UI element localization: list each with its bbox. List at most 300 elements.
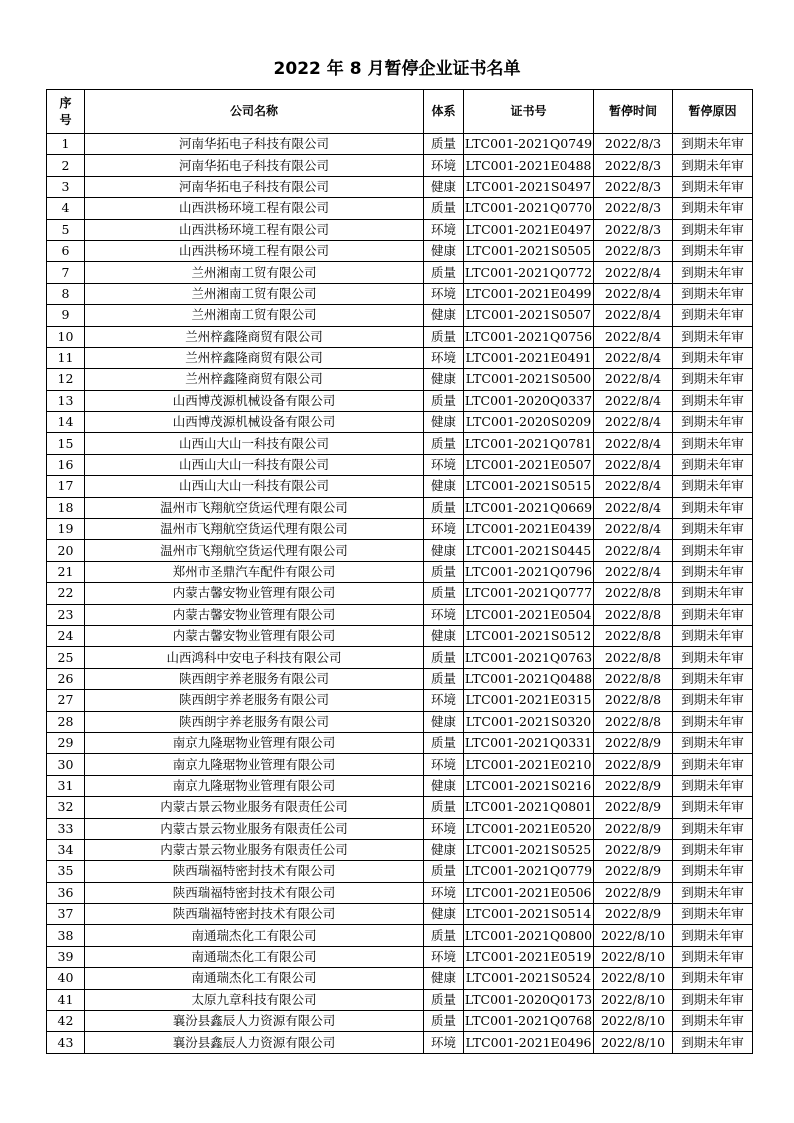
suspension-reason-cell: 到期未年审: [673, 283, 753, 304]
company-name-cell: 襄汾县鑫辰人力资源有限公司: [85, 1032, 424, 1053]
certificate-number-cell: LTC001-2021E0315: [464, 690, 594, 711]
certificate-number-cell: LTC001-2021E0497: [464, 219, 594, 240]
page-title: 2022 年 8 月暂停企业证书名单: [273, 59, 521, 79]
suspension-reason-cell: 到期未年审: [673, 668, 753, 689]
suspension-date-cell: 2022/8/4: [594, 305, 673, 326]
suspension-reason-cell: 到期未年审: [673, 882, 753, 903]
company-name-cell: 河南华拓电子科技有限公司: [85, 134, 424, 155]
suspension-reason-cell: 到期未年审: [673, 1011, 753, 1032]
table-row: [47, 968, 753, 989]
certificate-number-cell: LTC001-2021Q0779: [464, 861, 594, 882]
serial-number-cell: 8: [47, 283, 85, 304]
serial-number-cell: 16: [47, 454, 85, 475]
table-row: [47, 262, 753, 283]
suspension-reason-cell: 到期未年审: [673, 968, 753, 989]
suspension-date-cell: 2022/8/4: [594, 326, 673, 347]
table-row: [47, 433, 753, 454]
company-name-cell: 山西洪杨环境工程有限公司: [85, 219, 424, 240]
system-cell: 健康: [424, 369, 464, 390]
certificate-number-cell: LTC001-2021Q0796: [464, 561, 594, 582]
table-row: [47, 583, 753, 604]
serial-number-cell: 17: [47, 476, 85, 497]
system-cell: 健康: [424, 240, 464, 261]
suspension-date-cell: 2022/8/9: [594, 904, 673, 925]
table-header-row: [47, 90, 753, 134]
table-row: [47, 797, 753, 818]
suspension-reason-cell: 到期未年审: [673, 198, 753, 219]
table-row: [47, 818, 753, 839]
certificate-number-cell: LTC001-2021S0507: [464, 305, 594, 326]
table-row: [47, 540, 753, 561]
serial-number-cell: 2: [47, 155, 85, 176]
system-cell: 健康: [424, 839, 464, 860]
serial-number-cell: 26: [47, 668, 85, 689]
system-cell: 环境: [424, 604, 464, 625]
system-cell: 健康: [424, 904, 464, 925]
suspension-date-cell: 2022/8/4: [594, 390, 673, 411]
serial-number-cell: 43: [47, 1032, 85, 1053]
system-cell: 质量: [424, 262, 464, 283]
serial-number-cell: 1: [47, 134, 85, 155]
system-cell: 质量: [424, 134, 464, 155]
serial-number-cell: 28: [47, 711, 85, 732]
system-cell: 健康: [424, 412, 464, 433]
certificate-number-cell: LTC001-2020Q0173: [464, 989, 594, 1010]
certificate-number-cell: LTC001-2021Q0770: [464, 198, 594, 219]
certificate-number-cell: LTC001-2021S0512: [464, 625, 594, 646]
suspension-date-cell: 2022/8/9: [594, 818, 673, 839]
certificate-number-cell: LTC001-2021E0499: [464, 283, 594, 304]
system-cell: 质量: [424, 668, 464, 689]
serial-number-cell: 22: [47, 583, 85, 604]
suspension-reason-cell: 到期未年审: [673, 604, 753, 625]
table-row: [47, 198, 753, 219]
suspension-reason-cell: 到期未年审: [673, 904, 753, 925]
table-row: [47, 732, 753, 753]
header-suspension-date: 暂停时间: [594, 90, 673, 134]
suspension-date-cell: 2022/8/9: [594, 797, 673, 818]
serial-number-cell: 18: [47, 497, 85, 518]
suspension-reason-cell: 到期未年审: [673, 989, 753, 1010]
certificate-number-cell: LTC001-2021S0505: [464, 240, 594, 261]
system-cell: 环境: [424, 1032, 464, 1053]
company-name-cell: 河南华拓电子科技有限公司: [85, 176, 424, 197]
system-cell: 健康: [424, 968, 464, 989]
system-cell: 环境: [424, 946, 464, 967]
serial-number-cell: 4: [47, 198, 85, 219]
table-row: [47, 754, 753, 775]
suspension-date-cell: 2022/8/4: [594, 283, 673, 304]
system-cell: 环境: [424, 519, 464, 540]
system-cell: 质量: [424, 1011, 464, 1032]
company-name-cell: 温州市飞翔航空货运代理有限公司: [85, 540, 424, 561]
suspension-reason-cell: 到期未年审: [673, 454, 753, 475]
serial-number-cell: 21: [47, 561, 85, 582]
certificate-number-cell: LTC001-2021Q0331: [464, 732, 594, 753]
certificate-number-cell: LTC001-2021S0524: [464, 968, 594, 989]
table-row: [47, 839, 753, 860]
serial-number-cell: 24: [47, 625, 85, 646]
company-name-cell: 兰州梓鑫隆商贸有限公司: [85, 347, 424, 368]
certificate-number-cell: LTC001-2021Q0800: [464, 925, 594, 946]
company-name-cell: 陕西朗宇养老服务有限公司: [85, 711, 424, 732]
table-body: [47, 134, 753, 1054]
system-cell: 质量: [424, 561, 464, 582]
suspension-reason-cell: 到期未年审: [673, 647, 753, 668]
certificate-number-cell: LTC001-2021S0514: [464, 904, 594, 925]
table-row: [47, 625, 753, 646]
company-name-cell: 山西洪杨环境工程有限公司: [85, 198, 424, 219]
company-name-cell: 郑州市圣鼎汽车配件有限公司: [85, 561, 424, 582]
certificate-number-cell: LTC001-2020S0209: [464, 412, 594, 433]
suspension-reason-cell: 到期未年审: [673, 134, 753, 155]
certificate-number-cell: LTC001-2021E0491: [464, 347, 594, 368]
table-row: [47, 882, 753, 903]
system-cell: 质量: [424, 433, 464, 454]
suspension-date-cell: 2022/8/3: [594, 198, 673, 219]
company-name-cell: 内蒙古景云物业服务有限责任公司: [85, 797, 424, 818]
certificate-number-cell: LTC001-2021Q0488: [464, 668, 594, 689]
system-cell: 质量: [424, 925, 464, 946]
serial-number-cell: 3: [47, 176, 85, 197]
company-name-cell: 山西博茂源机械设备有限公司: [85, 412, 424, 433]
header-certificate-number: 证书号: [464, 90, 594, 134]
suspension-reason-cell: 到期未年审: [673, 861, 753, 882]
suspension-date-cell: 2022/8/4: [594, 561, 673, 582]
suspension-reason-cell: 到期未年审: [673, 305, 753, 326]
suspension-reason-cell: 到期未年审: [673, 754, 753, 775]
system-cell: 质量: [424, 390, 464, 411]
table-row: [47, 305, 753, 326]
header-serial-number: 序号: [47, 90, 85, 134]
serial-number-cell: 27: [47, 690, 85, 711]
serial-number-cell: 41: [47, 989, 85, 1010]
company-name-cell: 陕西朗宇养老服务有限公司: [85, 690, 424, 711]
company-name-cell: 内蒙古馨安物业管理有限公司: [85, 604, 424, 625]
certificate-number-cell: LTC001-2020Q0337: [464, 390, 594, 411]
serial-number-cell: 30: [47, 754, 85, 775]
company-name-cell: 南京九隆琚物业管理有限公司: [85, 754, 424, 775]
header-company-name: 公司名称: [85, 90, 424, 134]
system-cell: 健康: [424, 476, 464, 497]
table-row: [47, 390, 753, 411]
system-cell: 环境: [424, 219, 464, 240]
table-row: [47, 454, 753, 475]
table-row: [47, 561, 753, 582]
serial-number-cell: 5: [47, 219, 85, 240]
suspension-reason-cell: 到期未年审: [673, 155, 753, 176]
serial-number-cell: 7: [47, 262, 85, 283]
suspension-date-cell: 2022/8/8: [594, 647, 673, 668]
company-name-cell: 温州市飞翔航空货运代理有限公司: [85, 519, 424, 540]
suspension-reason-cell: 到期未年审: [673, 946, 753, 967]
system-cell: 健康: [424, 540, 464, 561]
table-row: [47, 668, 753, 689]
table-row: [47, 347, 753, 368]
table-row: [47, 176, 753, 197]
suspension-date-cell: 2022/8/10: [594, 925, 673, 946]
company-name-cell: 南通瑞杰化工有限公司: [85, 946, 424, 967]
serial-number-cell: 12: [47, 369, 85, 390]
suspension-reason-cell: 到期未年审: [673, 369, 753, 390]
table-row: [47, 326, 753, 347]
serial-number-cell: 19: [47, 519, 85, 540]
serial-number-cell: 32: [47, 797, 85, 818]
system-cell: 健康: [424, 775, 464, 796]
table-row: [47, 904, 753, 925]
suspension-date-cell: 2022/8/4: [594, 433, 673, 454]
certificate-number-cell: LTC001-2021E0496: [464, 1032, 594, 1053]
suspension-date-cell: 2022/8/4: [594, 497, 673, 518]
table-row: [47, 989, 753, 1010]
serial-number-cell: 34: [47, 839, 85, 860]
table-row: [47, 240, 753, 261]
suspension-reason-cell: 到期未年审: [673, 732, 753, 753]
suspension-date-cell: 2022/8/10: [594, 1032, 673, 1053]
suspension-date-cell: 2022/8/3: [594, 219, 673, 240]
suspension-date-cell: 2022/8/4: [594, 262, 673, 283]
system-cell: 环境: [424, 818, 464, 839]
serial-number-cell: 39: [47, 946, 85, 967]
company-name-cell: 襄汾县鑫辰人力资源有限公司: [85, 1011, 424, 1032]
suspension-reason-cell: 到期未年审: [673, 497, 753, 518]
system-cell: 质量: [424, 497, 464, 518]
system-cell: 质量: [424, 989, 464, 1010]
certificate-number-cell: LTC001-2021Q0763: [464, 647, 594, 668]
table-row: [47, 775, 753, 796]
table-row: [47, 476, 753, 497]
header-suspension-reason: 暂停原因: [673, 90, 753, 134]
company-name-cell: 河南华拓电子科技有限公司: [85, 155, 424, 176]
certificate-number-cell: LTC001-2021Q0749: [464, 134, 594, 155]
certificate-number-cell: LTC001-2021E0519: [464, 946, 594, 967]
company-name-cell: 山西洪杨环境工程有限公司: [85, 240, 424, 261]
system-cell: 健康: [424, 625, 464, 646]
serial-number-cell: 38: [47, 925, 85, 946]
table-row: [47, 519, 753, 540]
suspension-date-cell: 2022/8/8: [594, 711, 673, 732]
system-cell: 质量: [424, 732, 464, 753]
suspension-reason-cell: 到期未年审: [673, 583, 753, 604]
serial-number-cell: 40: [47, 968, 85, 989]
suspension-reason-cell: 到期未年审: [673, 775, 753, 796]
certificate-number-cell: LTC001-2021E0520: [464, 818, 594, 839]
suspension-reason-cell: 到期未年审: [673, 326, 753, 347]
company-name-cell: 陕西瑞福特密封技术有限公司: [85, 861, 424, 882]
system-cell: 环境: [424, 155, 464, 176]
suspension-date-cell: 2022/8/9: [594, 861, 673, 882]
system-cell: 环境: [424, 283, 464, 304]
system-cell: 环境: [424, 882, 464, 903]
company-name-cell: 陕西朗宇养老服务有限公司: [85, 668, 424, 689]
suspension-date-cell: 2022/8/9: [594, 839, 673, 860]
suspension-date-cell: 2022/8/4: [594, 369, 673, 390]
certificate-number-cell: LTC001-2021Q0801: [464, 797, 594, 818]
certificate-number-cell: LTC001-2021Q0756: [464, 326, 594, 347]
suspension-date-cell: 2022/8/8: [594, 690, 673, 711]
company-name-cell: 南京九隆琚物业管理有限公司: [85, 775, 424, 796]
serial-number-cell: 42: [47, 1011, 85, 1032]
company-name-cell: 兰州湘南工贸有限公司: [85, 305, 424, 326]
certificate-number-cell: LTC001-2021Q0772: [464, 262, 594, 283]
table-row: [47, 925, 753, 946]
suspension-reason-cell: 到期未年审: [673, 262, 753, 283]
serial-number-cell: 33: [47, 818, 85, 839]
table-row: [47, 412, 753, 433]
suspension-date-cell: 2022/8/4: [594, 454, 673, 475]
company-name-cell: 兰州湘南工贸有限公司: [85, 262, 424, 283]
suspension-date-cell: 2022/8/3: [594, 155, 673, 176]
suspension-reason-cell: 到期未年审: [673, 240, 753, 261]
system-cell: 健康: [424, 176, 464, 197]
serial-number-cell: 9: [47, 305, 85, 326]
serial-number-cell: 36: [47, 882, 85, 903]
serial-number-cell: 29: [47, 732, 85, 753]
table-row: [47, 711, 753, 732]
certificate-number-cell: LTC001-2021Q0781: [464, 433, 594, 454]
certificate-number-cell: LTC001-2021S0525: [464, 839, 594, 860]
serial-number-cell: 37: [47, 904, 85, 925]
certificate-number-cell: LTC001-2021E0506: [464, 882, 594, 903]
company-name-cell: 山西山大山一科技有限公司: [85, 433, 424, 454]
certificate-number-cell: LTC001-2021S0320: [464, 711, 594, 732]
suspension-reason-cell: 到期未年审: [673, 519, 753, 540]
suspension-date-cell: 2022/8/9: [594, 732, 673, 753]
suspension-reason-cell: 到期未年审: [673, 347, 753, 368]
serial-number-cell: 35: [47, 861, 85, 882]
company-name-cell: 太原九章科技有限公司: [85, 989, 424, 1010]
certificate-number-cell: LTC001-2021E0210: [464, 754, 594, 775]
company-name-cell: 南通瑞杰化工有限公司: [85, 968, 424, 989]
serial-number-cell: 10: [47, 326, 85, 347]
serial-number-cell: 15: [47, 433, 85, 454]
system-cell: 环境: [424, 347, 464, 368]
header-system: 体系: [424, 90, 464, 134]
suspension-reason-cell: 到期未年审: [673, 797, 753, 818]
serial-number-cell: 14: [47, 412, 85, 433]
system-cell: 健康: [424, 305, 464, 326]
suspension-reason-cell: 到期未年审: [673, 1032, 753, 1053]
system-cell: 质量: [424, 861, 464, 882]
suspension-date-cell: 2022/8/9: [594, 882, 673, 903]
suspension-date-cell: 2022/8/4: [594, 519, 673, 540]
serial-number-cell: 6: [47, 240, 85, 261]
suspension-reason-cell: 到期未年审: [673, 433, 753, 454]
suspension-date-cell: 2022/8/9: [594, 754, 673, 775]
company-name-cell: 内蒙古馨安物业管理有限公司: [85, 625, 424, 646]
suspension-date-cell: 2022/8/8: [594, 668, 673, 689]
certificate-number-cell: LTC001-2021S0445: [464, 540, 594, 561]
table-row: [47, 647, 753, 668]
suspension-reason-cell: 到期未年审: [673, 219, 753, 240]
suspension-reason-cell: 到期未年审: [673, 925, 753, 946]
table-row: [47, 369, 753, 390]
system-cell: 环境: [424, 754, 464, 775]
system-cell: 质量: [424, 326, 464, 347]
suspension-date-cell: 2022/8/3: [594, 134, 673, 155]
company-name-cell: 山西鸿科中安电子科技有限公司: [85, 647, 424, 668]
serial-number-cell: 20: [47, 540, 85, 561]
system-cell: 环境: [424, 454, 464, 475]
serial-number-cell: 11: [47, 347, 85, 368]
certificate-number-cell: LTC001-2021E0507: [464, 454, 594, 475]
suspension-date-cell: 2022/8/4: [594, 540, 673, 561]
company-name-cell: 兰州梓鑫隆商贸有限公司: [85, 326, 424, 347]
serial-number-cell: 13: [47, 390, 85, 411]
suspended-certificates-table: [46, 89, 753, 1054]
suspension-reason-cell: 到期未年审: [673, 176, 753, 197]
company-name-cell: 山西山大山一科技有限公司: [85, 454, 424, 475]
certificate-number-cell: LTC001-2021E0488: [464, 155, 594, 176]
company-name-cell: 山西山大山一科技有限公司: [85, 476, 424, 497]
table-row: [47, 690, 753, 711]
table-row: [47, 219, 753, 240]
company-name-cell: 兰州湘南工贸有限公司: [85, 283, 424, 304]
certificate-number-cell: LTC001-2021E0504: [464, 604, 594, 625]
certificate-number-cell: LTC001-2021S0497: [464, 176, 594, 197]
serial-number-cell: 23: [47, 604, 85, 625]
suspension-reason-cell: 到期未年审: [673, 412, 753, 433]
suspension-date-cell: 2022/8/3: [594, 240, 673, 261]
table-row: [47, 1011, 753, 1032]
suspension-date-cell: 2022/8/10: [594, 946, 673, 967]
certificate-number-cell: LTC001-2021Q0669: [464, 497, 594, 518]
suspension-date-cell: 2022/8/10: [594, 989, 673, 1010]
table-row: [47, 497, 753, 518]
suspension-date-cell: 2022/8/10: [594, 1011, 673, 1032]
suspension-reason-cell: 到期未年审: [673, 839, 753, 860]
system-cell: 质量: [424, 647, 464, 668]
company-name-cell: 内蒙古馨安物业管理有限公司: [85, 583, 424, 604]
suspension-reason-cell: 到期未年审: [673, 476, 753, 497]
company-name-cell: 南通瑞杰化工有限公司: [85, 925, 424, 946]
suspension-reason-cell: 到期未年审: [673, 711, 753, 732]
table-row: [47, 134, 753, 155]
company-name-cell: 陕西瑞福特密封技术有限公司: [85, 882, 424, 903]
suspension-date-cell: 2022/8/4: [594, 412, 673, 433]
table-row: [47, 604, 753, 625]
serial-number-cell: 31: [47, 775, 85, 796]
certificate-number-cell: LTC001-2021Q0777: [464, 583, 594, 604]
suspension-reason-cell: 到期未年审: [673, 561, 753, 582]
suspension-reason-cell: 到期未年审: [673, 625, 753, 646]
suspension-date-cell: 2022/8/8: [594, 583, 673, 604]
company-name-cell: 内蒙古景云物业服务有限责任公司: [85, 818, 424, 839]
company-name-cell: 温州市飞翔航空货运代理有限公司: [85, 497, 424, 518]
suspension-reason-cell: 到期未年审: [673, 818, 753, 839]
certificate-number-cell: LTC001-2021E0439: [464, 519, 594, 540]
table-row: [47, 283, 753, 304]
serial-number-cell: 25: [47, 647, 85, 668]
suspension-date-cell: 2022/8/4: [594, 347, 673, 368]
company-name-cell: 山西博茂源机械设备有限公司: [85, 390, 424, 411]
suspension-date-cell: 2022/8/10: [594, 968, 673, 989]
suspension-date-cell: 2022/8/8: [594, 625, 673, 646]
suspension-reason-cell: 到期未年审: [673, 540, 753, 561]
company-name-cell: 兰州梓鑫隆商贸有限公司: [85, 369, 424, 390]
system-cell: 质量: [424, 198, 464, 219]
system-cell: 质量: [424, 583, 464, 604]
suspension-date-cell: 2022/8/9: [594, 775, 673, 796]
certificate-number-cell: LTC001-2021S0500: [464, 369, 594, 390]
table-row: [47, 1032, 753, 1053]
suspension-reason-cell: 到期未年审: [673, 390, 753, 411]
system-cell: 质量: [424, 797, 464, 818]
certificate-number-cell: LTC001-2021Q0768: [464, 1011, 594, 1032]
company-name-cell: 内蒙古景云物业服务有限责任公司: [85, 839, 424, 860]
suspension-date-cell: 2022/8/8: [594, 604, 673, 625]
system-cell: 环境: [424, 690, 464, 711]
